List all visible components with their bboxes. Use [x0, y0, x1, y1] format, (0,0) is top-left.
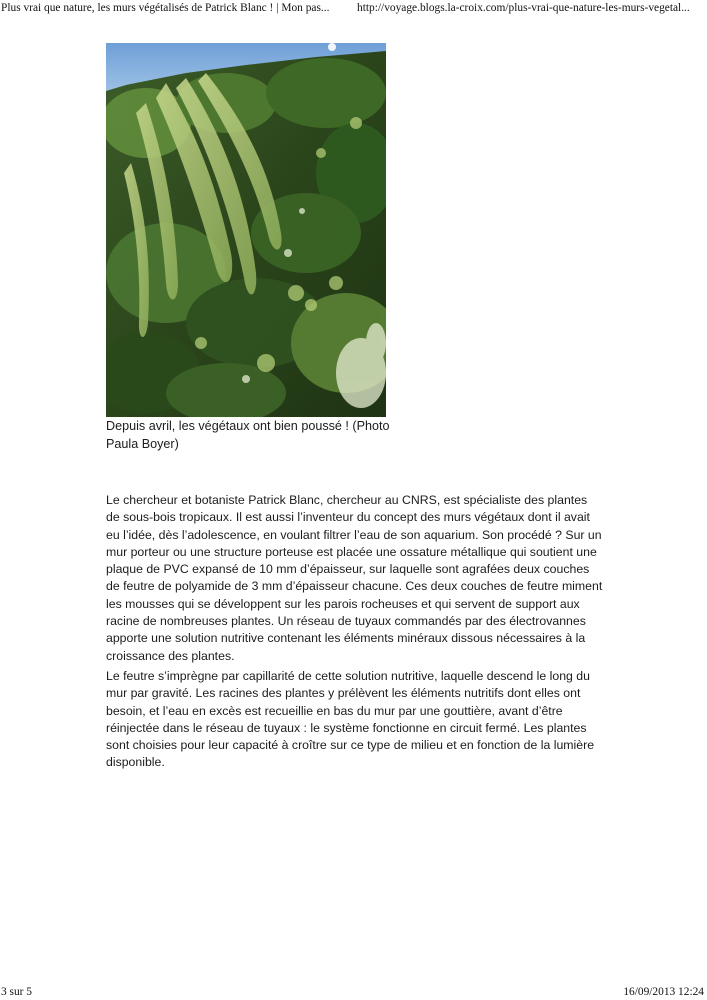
vertical-garden-photo	[106, 43, 386, 417]
article-paragraph: Le chercheur et botaniste Patrick Blanc, chercheur au CNRS, est spécialiste des plantes de sous-bois tropicaux. Il est aussi l’inventeur du concept des murs végétaux dont il avait eu l’idée, dès l’adolescence, en voulant filtrer l’eau de son aquarium. Son procédé ? Sur un mur porteur ou une structure porteuse est placée une ossature métallique qui soutient une plaque de PVC expansé de 10 mm d’épaisseur, sur laquelle sont agrafées deux couches de feutre de polyamide de 3 mm d’épaisseur chacune. Ces deux couches de feutre miment les mousses qui se développent sur les parois rocheuses et qui servent de support aux racine de nombreuses plantes. Un réseau de tuyaux commandés par des électrovannes apporte une solution nutritive contenant les éléments minéraux dissous nécessaires à la croissance des plantes.	[106, 493, 603, 663]
print-datetime: 16/09/2013 12:24	[623, 986, 704, 998]
page-header-url[interactable]: http://voyage.blogs.la-croix.com/plus-vrai-que-nature-les-murs-vegetal...	[357, 2, 690, 14]
page-header-title: Plus vrai que nature, les murs végétalisés de Patrick Blanc ! | Mon pas...	[1, 2, 330, 14]
article-paragraph: Le feutre s’imprègne par capillarité de cette solution nutritive, laquelle descend le long du mur par gravité. Les racines des plantes y prélèvent les éléments nutritifs dont elles ont besoin, et l’eau en excès est recueillie en bas du mur par une gouttière, avant d’être réinjectée dans le réseau de tuyaux : le système fonctionne en circuit fermé. Les plantes sont choisies pour leur capacité à croître sur ce type de milieu et en fonction de la lumière disponible.	[106, 669, 595, 770]
photo-caption: Depuis avril, les végétaux ont bien poussé ! (Photo Paula Boyer)	[106, 419, 390, 451]
page-number: 3 sur 5	[1, 986, 33, 998]
